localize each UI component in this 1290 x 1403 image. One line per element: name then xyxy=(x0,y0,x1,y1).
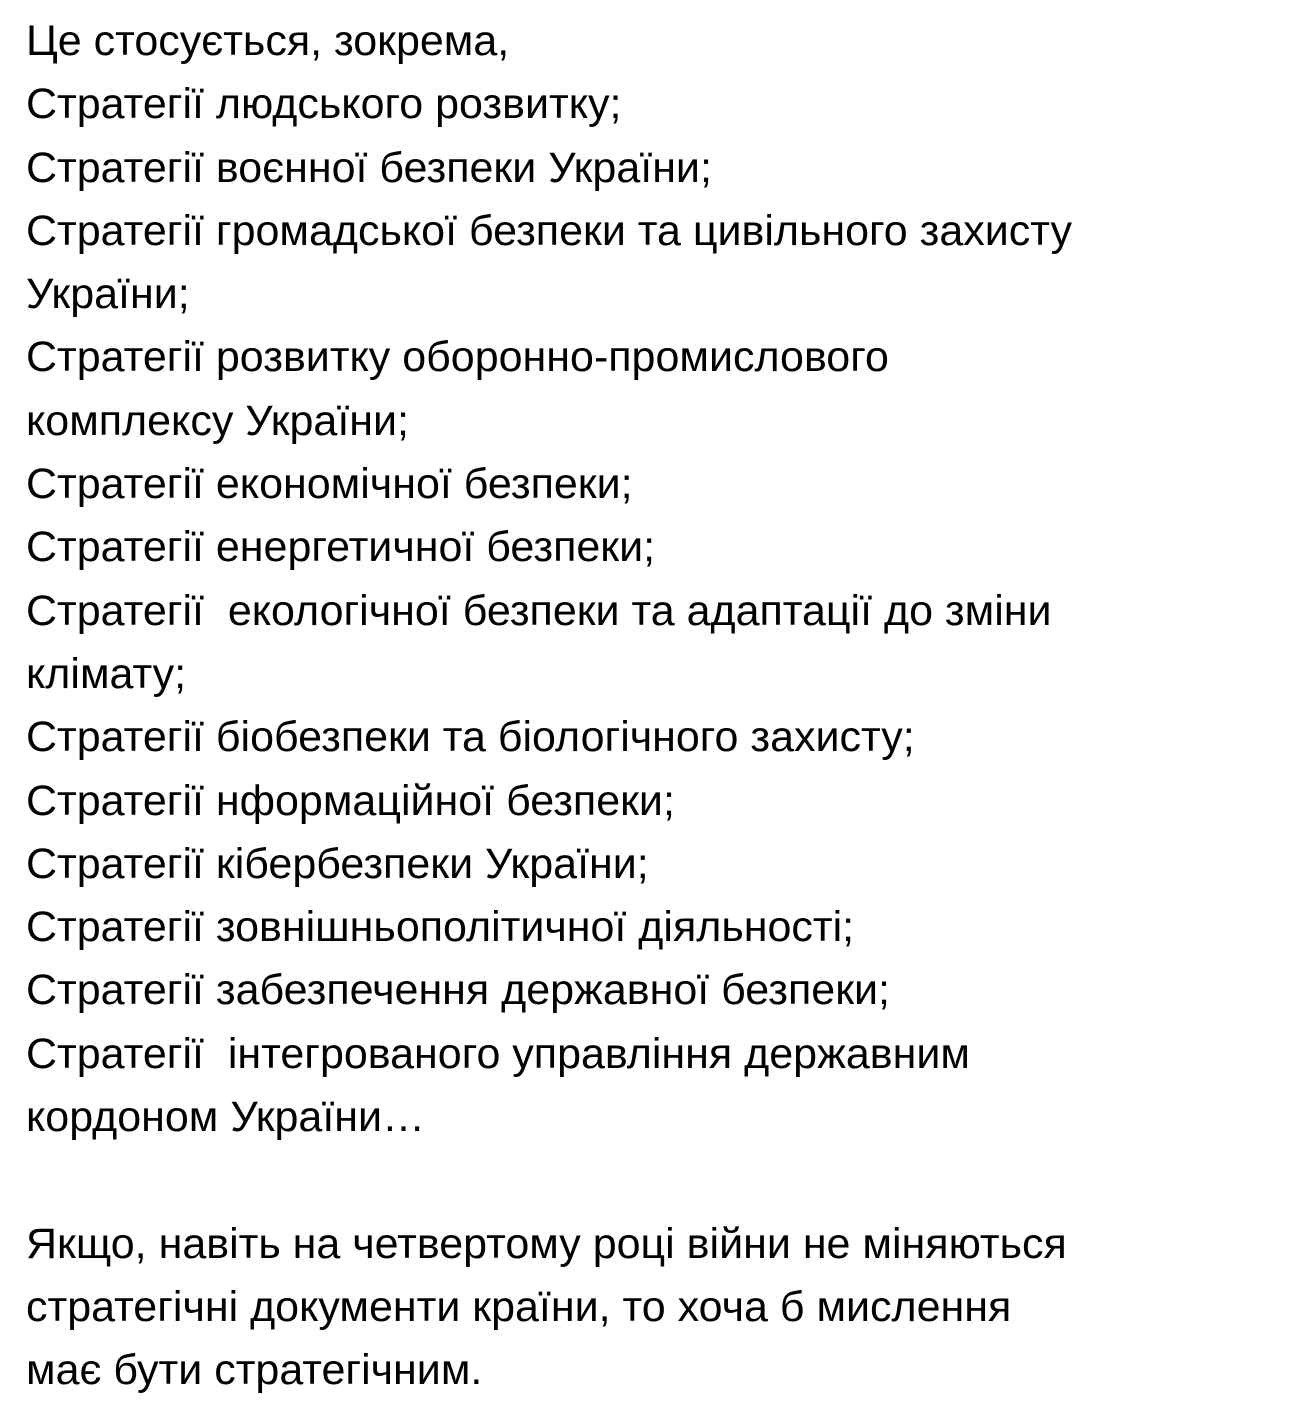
strategy-line: кордоном України… xyxy=(26,1093,426,1142)
strategy-line: України; xyxy=(26,270,190,319)
strategy-line: Стратегії кібербезпеки України; xyxy=(26,839,649,888)
strategy-line: Стратегії воєнної безпеки України; xyxy=(26,143,712,192)
strategy-line: Стратегії забезпечення державної безпеки; xyxy=(26,966,890,1015)
intro-line: Це стосується, зокрема, xyxy=(26,17,510,65)
strategy-list xyxy=(26,73,1276,1149)
strategy-line: Стратегії зовнішньополітичної діяльності; xyxy=(26,903,855,952)
strategy-line: Стратегії біобезпеки та біологічного захисту; xyxy=(26,713,915,762)
strategy-line: клімату; xyxy=(26,649,187,698)
strategy-line: комплексу України; xyxy=(26,396,409,445)
strategy-line: Стратегії людського розвитку; xyxy=(26,80,622,129)
conclusion-paragraph xyxy=(26,1213,1276,1403)
conclusion-line: має бути стратегічним. xyxy=(26,1346,483,1395)
strategy-line: Стратегії енергетичної безпеки; xyxy=(26,523,656,572)
strategy-line: Стратегії нформаційної безпеки; xyxy=(26,776,675,825)
conclusion-line: Якщо, навіть на четвертому році війни не міняються xyxy=(26,1219,1067,1268)
strategy-line: Стратегії економічної безпеки; xyxy=(26,460,633,509)
document-body xyxy=(26,10,1276,1403)
paragraph-gap xyxy=(26,1149,1276,1212)
strategy-line: Стратегії екологічної безпеки та адаптації до зміни xyxy=(26,586,1052,635)
strategy-line: Стратегії громадської безпеки та цивільного захисту xyxy=(26,206,1072,255)
conclusion-line: стратегічні документи країни, то хоча б мислення xyxy=(26,1282,1012,1331)
strategy-line: Стратегії розвитку оборонно-промислового xyxy=(26,333,889,382)
strategy-line: Стратегії інтегрованого управління державним xyxy=(26,1029,970,1078)
